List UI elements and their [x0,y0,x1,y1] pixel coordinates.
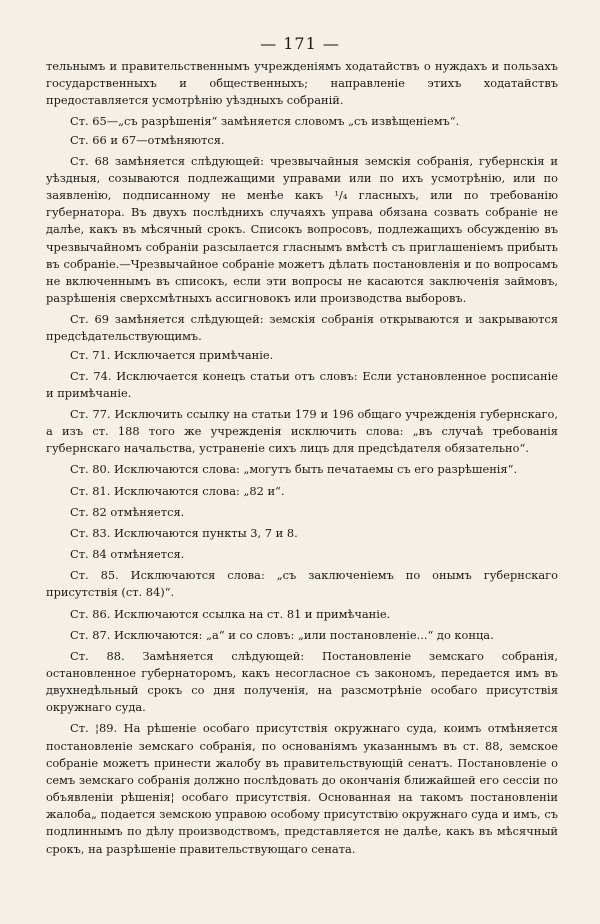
paragraph-art-89: Ст. ¦89. На рѣшеніе особаго присутствія окружнаго суда, коимъ отмѣняется постановленіе земскаго собранія, по основаніямъ указаннымъ въ ст. 88, земское собраніе можетъ принести жалобу въ правительствующій сенатъ. Постановленіе о семъ земскаго собранія должно послѣдовать до окончанія ближайшей его сессіи по объявленіи рѣшенія¦ особаго присутствія. Основанная на такомъ постановленіи жалоба„ подается земскою управою особому присутствію окружнаго суда и имъ, съ подлиннымъ по дѣлу производствомъ, представляется не далѣе, какъ въ мѣсячный срокъ, на разрѣшеніе правительствующаго сената. [46,721,558,856]
paragraph-art-69: Ст. 69 замѣняется слѣдующей: земскія собранія открываются и закрываются предсѣдательствующимъ. [46,312,558,344]
paragraph-art-83: Ст. 83. Исключаются пункты 3, 7 и 8. [70,525,298,540]
paragraph-art-88: Ст. 88. Замѣняется слѣдующей: Постановленіе земскаго собранія, остановленное губернаторомъ, какъ несогласное съ закономъ, передается имъ въ двухнедѣльный срокъ со дня полученія, на разсмотрѣніе особаго присутствія окружнаго суда. [46,648,558,715]
paragraph-art-86: Ст. 86. Исключаются ссылка на ст. 81 и примѣчаніе. [70,606,391,621]
paragraph-art-80: Ст. 80. Исключаются слова: „могутъ быть печатаемы съ его разрѣшенія“. [70,462,518,477]
paragraph-art-74: Ст. 74. Исключается конецъ статьи отъ словъ: Если установленное росписаніе и примѣчаніе. [46,368,558,400]
paragraph-art-68: Ст. 68 замѣняется слѣдующей: чрезвычайныя земскія собранія, губернскія и уѣздныя, созываются подлежащими управами или по ихъ усмотрѣнію, или по заявленію, подписанному не менѣе какъ ¹/₄ гласныхъ, или по требованію губернатора. Въ двухъ послѣднихъ случаяхъ управа обязана созвать собраніе не далѣе, какъ въ мѣсячный срокъ. Списокъ вопросовъ, подлежащихъ обсужденію въ чрезвычайномъ собраніи разсылается гласнымъ вмѣстѣ съ приглашеніемъ прибыть въ собраніе.—Чрезвычайное собраніе можетъ дѣлать постановленія и по вопросамъ не включеннымъ въ списокъ, если эти вопросы не касаются заключенія займовъ, разрѣшенія сверхсмѣтныхъ ассигновокъ или производства выборовъ. [46,153,558,306]
paragraph-art-81: Ст. 81. Исключаются слова: „82 и“. [70,483,285,498]
paragraph-art-82: Ст. 82 отмѣняется. [70,504,185,519]
paragraph-continuation: тельнымъ и правительственнымъ учрежденіямъ ходатайствъ о нуждахъ и пользахъ государственныхъ и общественныхъ; направленіе этихъ ходатайствъ предоставляется усмотрѣнію уѣздныхъ собраній. [46,59,558,108]
paragraph-art-66-67: Ст. 66 и 67—отмѣняются. [70,132,225,147]
paragraph-art-71: Ст. 71. Исключается примѣчаніе. [70,347,274,362]
paragraph-art-87: Ст. 87. Исключаются: „а“ и со словъ: „или постановленіе...“ до конца. [70,627,494,642]
paragraph-art-65: Ст. 65—„съ разрѣшенія“ замѣняется словомъ „съ извѣщеніемъ“. [70,114,460,129]
paragraph-art-84: Ст. 84 отмѣняется. [70,547,185,562]
page-number-header: — 171 — [260,34,340,53]
page-body [46,58,558,862]
paragraph-art-77: Ст. 77. Исключить ссылку на статьи 179 и 196 общаго учрежденія губернскаго, а изъ ст. 188 того же учрежденія исключить слова: „въ случаѣ требованія губернскаго начальства, устраненіе сихъ лицъ для предсѣдателя обязательно“. [46,406,558,456]
paragraph-art-85: Ст. 85. Исключаются слова: „съ заключеніемъ по онымъ губернскаго присутствія (ст. 84)“. [46,568,558,600]
